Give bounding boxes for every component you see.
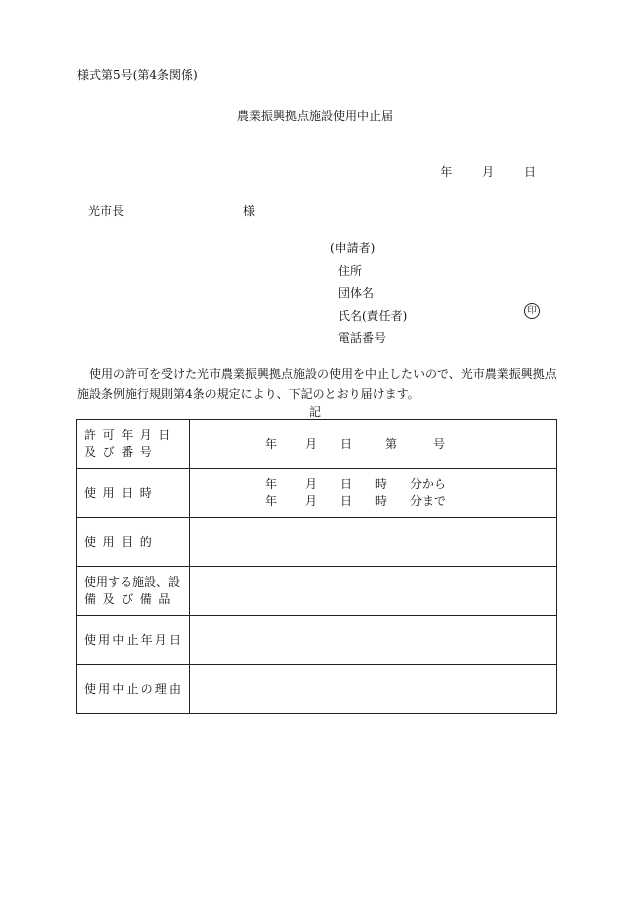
purpose-label: 使用目的	[77, 518, 190, 567]
table-row	[77, 665, 557, 714]
date-day: 日	[523, 165, 536, 179]
address-label: 住所	[338, 263, 363, 278]
date-year: 年	[440, 165, 453, 179]
name-label: 氏名(責任者)	[338, 308, 408, 323]
document-title: 農業振興拠点施設使用中止届	[236, 109, 393, 123]
cancel-date-value[interactable]	[190, 616, 557, 665]
facility-label: 使用する施設、設 備及び備品	[77, 567, 190, 616]
table-row	[77, 616, 557, 665]
usage-datetime-value[interactable]: 年 月 日 時 分から 年 月 日 時 分まで	[190, 469, 557, 518]
table-row	[77, 469, 557, 518]
cancel-reason-value[interactable]	[190, 665, 557, 714]
table-row	[77, 518, 557, 567]
applicant-heading: (申請者)	[330, 241, 376, 255]
submission-date	[440, 163, 536, 180]
applicant-block	[330, 237, 407, 350]
usage-datetime-label: 使用日時	[77, 469, 190, 518]
phone-label: 電話番号	[338, 331, 387, 345]
cancel-date-label: 使用中止年月日	[77, 616, 190, 665]
permit-value[interactable]: 年 月 日 第 号	[190, 420, 557, 469]
form-table	[76, 419, 557, 714]
cancel-reason-label: 使用中止の理由	[77, 665, 190, 714]
addressee-suffix: 様	[243, 204, 256, 218]
addressee-name: 光市長	[88, 204, 125, 218]
facility-value[interactable]	[190, 567, 557, 616]
ki-heading: 記	[308, 405, 321, 419]
form-number: 様式第5号(第4条関係)	[77, 68, 198, 82]
seal-mark: 印	[524, 303, 540, 319]
date-month: 月	[482, 165, 495, 179]
table-row	[77, 567, 557, 616]
body-text: 使用の許可を受けた光市農業振興拠点施設の使用を中止したいので、光市農業振興拠点施設条例施行規則第4条の規定により、下記のとおり届けます。	[77, 367, 557, 401]
table-row	[77, 420, 557, 469]
permit-label: 許可年月日 及び番号	[77, 420, 190, 469]
group-label: 団体名	[338, 286, 375, 300]
purpose-value[interactable]	[190, 518, 557, 567]
